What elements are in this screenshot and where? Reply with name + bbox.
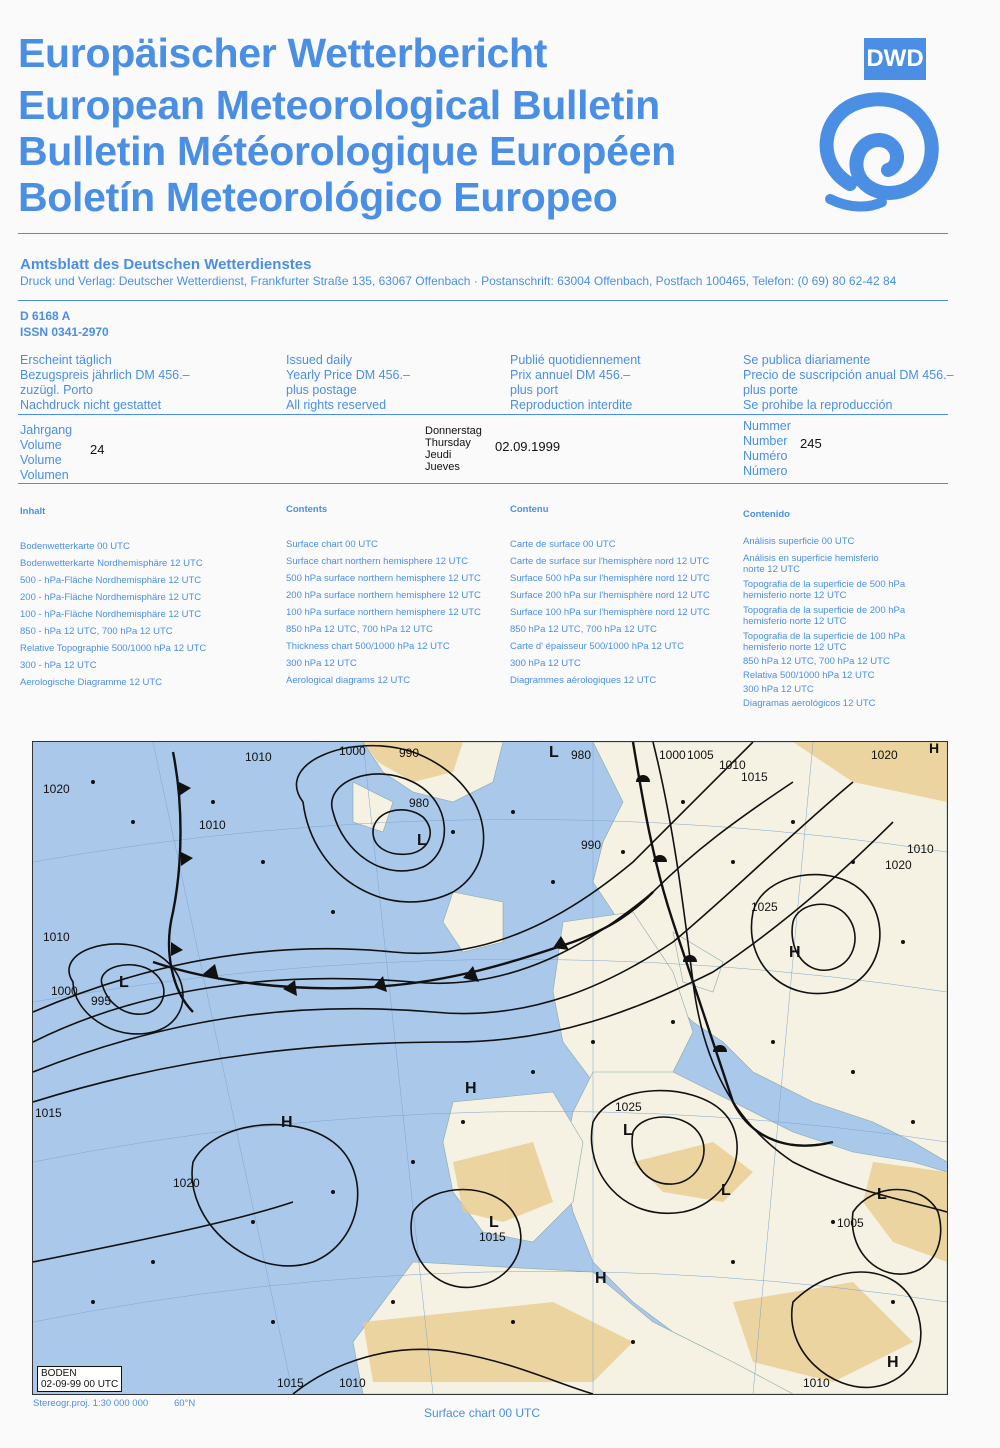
issue-divider xyxy=(18,483,948,484)
subscription-line: Bezugspreis jährlich DM 456.– xyxy=(20,368,190,382)
dwd-swirl-icon xyxy=(810,84,950,214)
subscription-de xyxy=(20,353,190,413)
subscription-divider xyxy=(18,414,948,415)
publisher-line: Druck und Verlag: Deutscher Wetterdienst, Frankfurter Straße 135, 63067 Offenbach · Postanschrift: 63004 Offenbach, Postfach 100465, Telefon: (0 69) 80 62-42 84 xyxy=(20,274,897,288)
contents-item: norte 12 UTC xyxy=(743,564,801,575)
volume-label: Jahrgang xyxy=(20,423,73,437)
subscription-en xyxy=(286,353,410,413)
isobar-label: 1025 xyxy=(751,900,778,914)
contents-list-es xyxy=(743,536,905,709)
official-gazette: Amtsblatt des Deutschen Wetterdienstes xyxy=(20,256,312,273)
contents-item: 850 hPa 12 UTC, 700 hPa 12 UTC xyxy=(286,624,433,635)
subscription-line: Se publica diariamente xyxy=(743,353,871,367)
contents-item: Surface 100 hPa sur l'hemisphère nord 12 UTC xyxy=(510,607,710,618)
pressure-center-label: L xyxy=(489,1214,499,1231)
subscription-line: Nachdruck nicht gestattet xyxy=(20,398,162,412)
subscription-line: Publié quotidiennement xyxy=(510,353,641,367)
isobar-label: 1000 xyxy=(339,744,366,758)
title-fr: Bulletin Météorologique Européen xyxy=(18,128,676,174)
isobar-label: 1015 xyxy=(741,770,768,784)
subscription-line: Yearly Price DM 456.– xyxy=(286,368,410,382)
isobar-label: 1020 xyxy=(871,748,898,762)
contents-list-fr xyxy=(510,536,710,689)
isobar-label: 1020 xyxy=(173,1176,200,1190)
subscription-line: Reproduction interdite xyxy=(510,398,633,412)
title-de: Europäischer Wetterbericht xyxy=(18,30,548,76)
contents-item: 200 hPa surface northern hemisphere 12 UTC xyxy=(286,590,481,601)
subscription-line: All rights reserved xyxy=(286,398,387,412)
isobar-label: 1010 xyxy=(199,818,226,832)
map-drawing xyxy=(33,742,947,1394)
surface-weather-map xyxy=(32,741,948,1395)
isobar-label: 1005 xyxy=(687,748,714,762)
contents-item: Aerological diagrams 12 UTC xyxy=(286,675,411,686)
d-number: D 6168 A xyxy=(20,309,71,323)
contents-item: 850 hPa 12 UTC, 700 hPa 12 UTC xyxy=(743,656,890,667)
publisher-divider xyxy=(18,300,948,301)
number-label: Nummer xyxy=(743,419,791,433)
isobar-label: 1015 xyxy=(277,1376,304,1390)
isobar-label: 1020 xyxy=(885,858,912,872)
subscription-line: Prix annuel DM 456.– xyxy=(510,368,631,382)
subscription-line: Erscheint täglich xyxy=(20,353,112,367)
contents-item: 500 - hPa-Fläche Nordhemisphäre 12 UTC xyxy=(20,575,202,586)
pressure-center-label: L xyxy=(549,744,559,761)
contents-item: hemisferio norte 12 UTC xyxy=(743,590,847,601)
isobar-label: 990 xyxy=(399,746,420,760)
stamp-line: BODEN xyxy=(41,1368,77,1379)
isobar-label: 1015 xyxy=(479,1230,506,1244)
contents-item: Topografia de la superficie de 200 hPa xyxy=(743,605,906,616)
contents-item: Surface 200 hPa sur l'hemisphère nord 12 UTC xyxy=(510,590,710,601)
contents-item: Topografia de la superficie de 500 hPa xyxy=(743,579,906,590)
contents-item: Surface chart northern hemisphere 12 UTC xyxy=(286,556,469,567)
contents-item: hemisferio norte 12 UTC xyxy=(743,642,847,653)
subscription-fr xyxy=(510,353,641,413)
isobar-label: 1010 xyxy=(245,750,272,764)
pressure-center-label: L xyxy=(623,1122,633,1139)
isobar-label: 980 xyxy=(409,796,430,810)
chart-stamp xyxy=(37,1366,122,1392)
subscription-line: plus port xyxy=(510,383,558,397)
contents-list-en xyxy=(286,536,481,689)
contents-heading-en: Contents xyxy=(286,504,328,515)
day-label: Jueves xyxy=(425,461,460,473)
pressure-center-label: L xyxy=(721,1182,731,1199)
contents-item: 100 - hPa-Fläche Nordhemisphäre 12 UTC xyxy=(20,609,202,620)
volume-labels xyxy=(20,423,72,483)
subscription-line: plus postage xyxy=(286,383,357,397)
contents-item: 850 hPa 12 UTC, 700 hPa 12 UTC xyxy=(510,624,657,635)
isobar-label: 980 xyxy=(571,748,592,762)
contents-item: 100 hPa surface northern hemisphere 12 UTC xyxy=(286,607,481,618)
isobar-label: 1015 xyxy=(35,1106,62,1120)
isobar-label: 1005 xyxy=(837,1216,864,1230)
pressure-center-label: L xyxy=(119,974,129,991)
contents-item: hemisferio norte 12 UTC xyxy=(743,616,847,627)
isobar-label: 1010 xyxy=(803,1376,830,1390)
isobar-label: 995 xyxy=(91,994,112,1008)
number-label: Number xyxy=(743,434,788,448)
volume-label: Volume xyxy=(20,453,62,467)
stamp-line: 02-09-99 00 UTC xyxy=(41,1379,119,1390)
latitude-note: 60°N xyxy=(174,1398,196,1409)
contents-item: Surface chart 00 UTC xyxy=(286,539,378,550)
contents-item: Thickness chart 500/1000 hPa 12 UTC xyxy=(286,641,450,652)
pressure-center-label: H xyxy=(789,944,801,961)
contents-item: Aerologische Diagramme 12 UTC xyxy=(20,677,163,688)
contents-heading-fr: Contenu xyxy=(510,504,549,515)
isobar-label: 1000 xyxy=(51,984,78,998)
isobar-label: 1025 xyxy=(615,1100,642,1114)
isobar-label: 1000 xyxy=(659,748,686,762)
isobar-label: 1010 xyxy=(719,758,746,772)
contents-list-de xyxy=(20,538,206,691)
contents-item: 300 hPa 12 UTC xyxy=(510,658,581,669)
header-divider xyxy=(18,233,948,234)
contents-item: 500 hPa surface northern hemisphere 12 UTC xyxy=(286,573,481,584)
contents-item: Topografia de la superficie de 100 hPa xyxy=(743,631,906,642)
number-label: Numéro xyxy=(743,449,788,463)
contents-item: Carte d' épaisseur 500/1000 hPa 12 UTC xyxy=(510,641,684,652)
contents-item: Relative Topographie 500/1000 hPa 12 UTC xyxy=(20,643,207,654)
day-label: Donnerstag xyxy=(425,425,482,437)
projection-note: Stereogr.proj. 1:30 000 000 xyxy=(33,1398,149,1409)
contents-item: Carte de surface 00 UTC xyxy=(510,539,616,550)
subscription-line: zuzügl. Porto xyxy=(20,383,93,397)
subscription-line: Precio de suscripción anual DM 456.– xyxy=(743,368,954,382)
isobar-label: 1010 xyxy=(339,1376,366,1390)
pressure-center-label: L xyxy=(877,1186,887,1203)
issue-date: 02.09.1999 xyxy=(495,439,561,454)
map-caption: Surface chart 00 UTC xyxy=(424,1406,541,1420)
contents-item: 300 hPa 12 UTC xyxy=(743,684,814,695)
issn: ISSN 0341-2970 xyxy=(20,325,109,339)
title-es: Boletín Meteorológico Europeo xyxy=(18,174,618,220)
contents-item: Bodenwetterkarte Nordhemisphäre 12 UTC xyxy=(20,558,203,569)
contents-item: Análisis superficie 00 UTC xyxy=(743,536,855,547)
day-label: Jeudi xyxy=(425,449,452,461)
contents-heading-de: Inhalt xyxy=(20,506,46,517)
day-label: Thursday xyxy=(425,437,471,449)
title-en: European Meteorological Bulletin xyxy=(18,82,660,128)
pressure-center-label: H xyxy=(887,1354,899,1371)
volume-label: Volumen xyxy=(20,468,69,482)
day-labels xyxy=(425,425,482,473)
subscription-es xyxy=(743,353,954,413)
contents-item: Bodenwetterkarte 00 UTC xyxy=(20,541,130,552)
number-labels xyxy=(743,419,791,479)
contents-item: Diagrammes aérologiques 12 UTC xyxy=(510,675,657,686)
number-label: Número xyxy=(743,464,788,478)
isobar-label: 990 xyxy=(581,838,602,852)
pressure-center-label: L xyxy=(417,832,427,849)
dwd-logo: DWD xyxy=(864,38,926,80)
pressure-center-label: H xyxy=(929,741,940,756)
pressure-center-label: H xyxy=(595,1270,607,1287)
isobar-label: 1010 xyxy=(43,930,70,944)
contents-item: Análisis en superficie hemisferio xyxy=(743,553,879,564)
contents-item: Surface 500 hPa sur l'hemisphère nord 12 UTC xyxy=(510,573,710,584)
subscription-line: plus porte xyxy=(743,383,798,397)
isobar-label: 1020 xyxy=(43,782,70,796)
volume-value: 24 xyxy=(90,442,105,457)
pressure-center-label: H xyxy=(465,1080,477,1097)
contents-item: 200 - hPa-Fläche Nordhemisphäre 12 UTC xyxy=(20,592,202,603)
issue-number: 245 xyxy=(800,436,822,451)
contents-item: Relativa 500/1000 hPa 12 UTC xyxy=(743,670,875,681)
contents-item: 300 hPa 12 UTC xyxy=(286,658,357,669)
contents-item: Carte de surface sur l'hemisphère nord 12 UTC xyxy=(510,556,710,567)
contents-heading-es: Contenido xyxy=(743,509,790,520)
contents-item: 850 - hPa 12 UTC, 700 hPa 12 UTC xyxy=(20,626,173,637)
pressure-center-label: H xyxy=(281,1114,293,1131)
contents-item: 300 - hPa 12 UTC xyxy=(20,660,97,671)
volume-label: Volume xyxy=(20,438,62,452)
contents-item: Diagramas aerológicos 12 UTC xyxy=(743,698,876,709)
subscription-line: Se prohibe la reproducción xyxy=(743,398,893,412)
subscription-line: Issued daily xyxy=(286,353,353,367)
isobar-label: 1010 xyxy=(907,842,934,856)
